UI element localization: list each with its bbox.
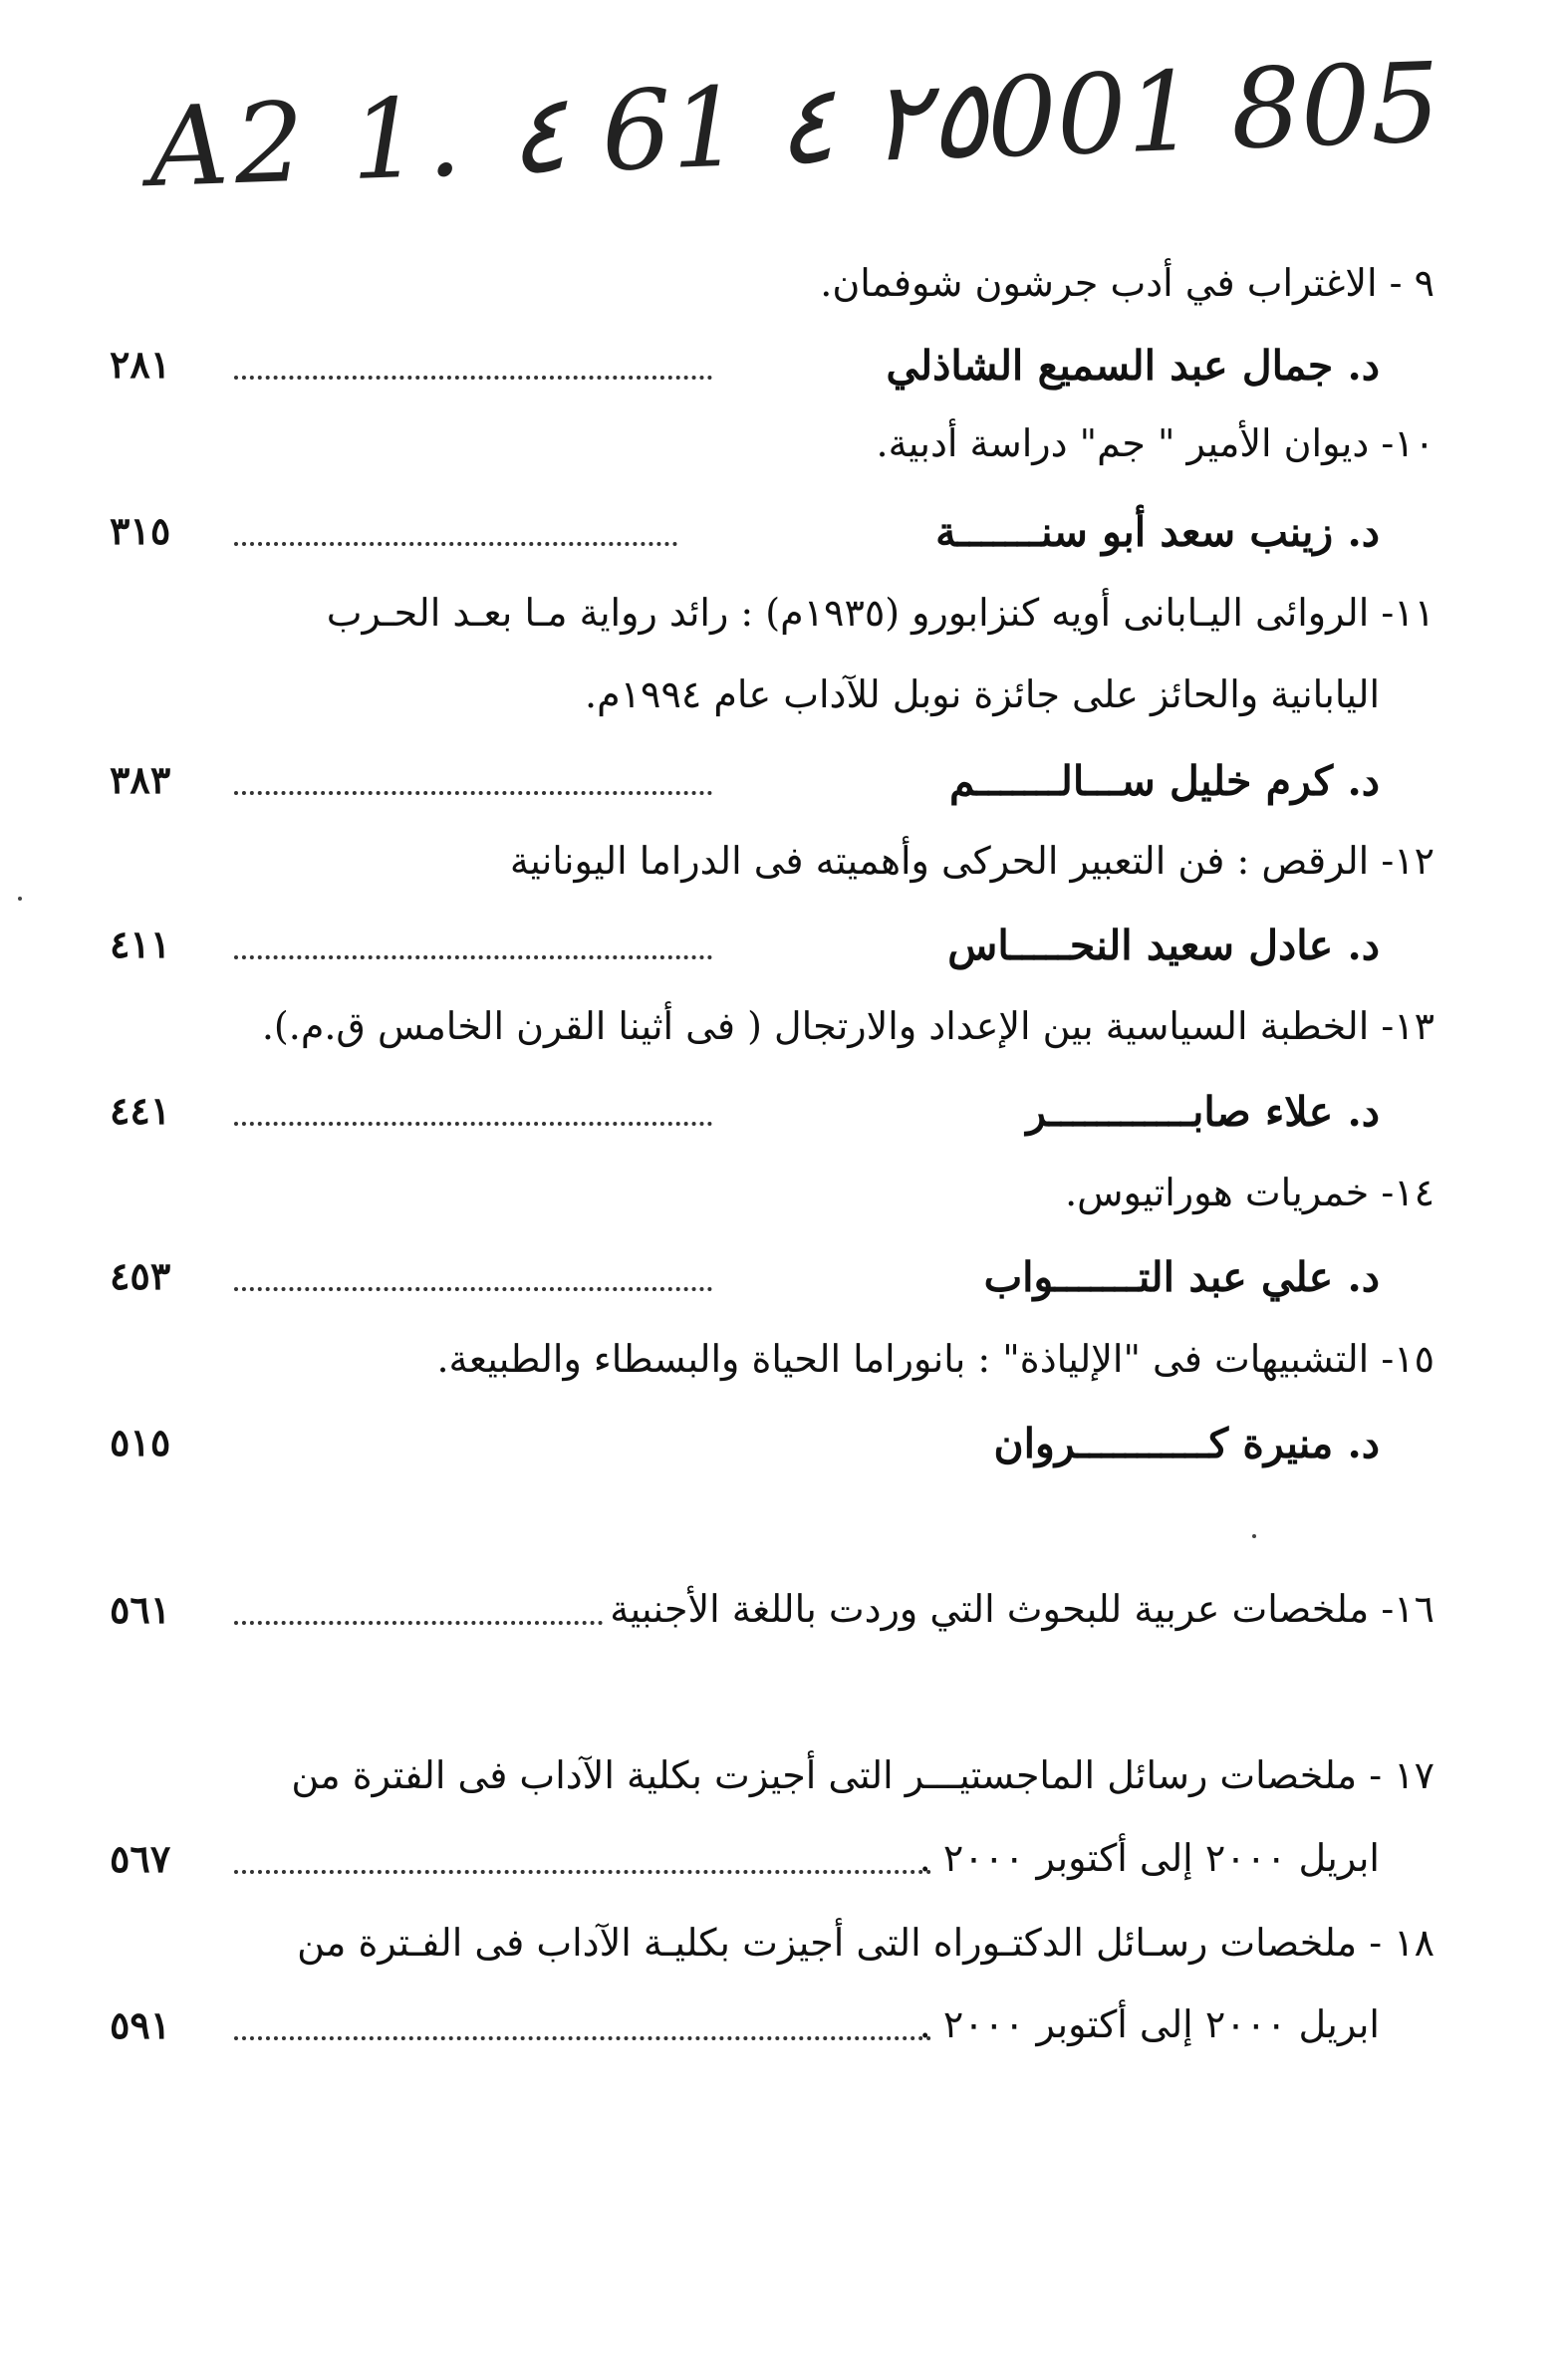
handwritten-reference-note: A2 1. ٤ 61 ٢٥ ٤001 805 bbox=[146, 38, 1442, 212]
page-number: ٥٦٧ bbox=[110, 1836, 171, 1881]
scan-speck bbox=[1252, 1534, 1256, 1538]
toc-entry-author bbox=[110, 342, 1434, 411]
toc-entry-title-continued bbox=[110, 1836, 1434, 1906]
toc-entry-title bbox=[110, 1004, 1434, 1074]
author-name: د. جمال عبد السميع الشاذلي bbox=[886, 342, 1380, 390]
entry-title-text: ١٠- ديوان الأمير " جم" دراسة أدبية. bbox=[876, 421, 1434, 465]
toc-entry-title-continued bbox=[110, 672, 1434, 742]
page-number: ٣١٥ bbox=[110, 508, 171, 553]
dot-leader bbox=[234, 791, 712, 795]
scan-speck bbox=[18, 897, 22, 901]
entry-title-text: ابريل ٢٠٠٠ إلى أكتوبر ٢٠٠٠ . bbox=[918, 2002, 1380, 2046]
toc-entry-title bbox=[110, 839, 1434, 909]
entry-title-text: ٩ - الاغتراب في أدب جرشون شوفمان. bbox=[820, 261, 1434, 305]
toc-entry-author bbox=[110, 1420, 1434, 1489]
page-number: ٤٤١ bbox=[110, 1088, 171, 1133]
entry-title-text: ١٣- الخطبة السياسية بين الإعداد والارتجال ( فى أثينا القرن الخامس ق.م.). bbox=[261, 1004, 1434, 1048]
author-name: د. كرم خليل ســـالـــــــم bbox=[949, 757, 1380, 805]
page-number: ٥١٥ bbox=[110, 1420, 171, 1464]
page-number: ٢٨١ bbox=[110, 342, 171, 387]
entry-title-text: ١١- الروائى اليـابانى أويه كنزابورو (١٩٣٥م) : رائد رواية مـا بعـد الحـرب bbox=[326, 591, 1434, 635]
entry-title-text: ابريل ٢٠٠٠ إلى أكتوبر ٢٠٠٠ . bbox=[918, 1836, 1380, 1880]
toc-entry-author bbox=[110, 1088, 1434, 1158]
toc-entry-title bbox=[110, 1921, 1434, 1990]
page-number: ٥٩١ bbox=[110, 2002, 171, 2047]
entry-title-text: ١٧ - ملخصات رسائل الماجستيـــر التى أجيزت بكلية الآداب فى الفترة من bbox=[291, 1753, 1434, 1797]
toc-entry-author bbox=[110, 757, 1434, 827]
toc-entry-title-continued bbox=[110, 2002, 1434, 2072]
toc-entry-title bbox=[110, 1171, 1434, 1240]
toc-entry-author bbox=[110, 1253, 1434, 1323]
toc-entry-title bbox=[110, 591, 1434, 661]
author-name: د. عادل سعيد النحـــــاس bbox=[947, 922, 1380, 969]
dot-leader bbox=[234, 1287, 712, 1291]
page-number: ٣٨٣ bbox=[110, 757, 171, 802]
toc-entry-title bbox=[110, 1337, 1434, 1407]
entry-title-text: اليابانية والحائز على جائزة نوبل للآداب عام ١٩٩٤م. bbox=[585, 672, 1380, 716]
author-name: د. منيرة كـــــــــــروان bbox=[993, 1420, 1380, 1467]
dot-leader bbox=[234, 542, 677, 546]
page-number: ٤٥٣ bbox=[110, 1253, 171, 1298]
toc-entry-author bbox=[110, 922, 1434, 991]
toc-entry-author bbox=[110, 508, 1434, 578]
entry-title-text: ١٥- التشبيهات فى "الإلياذة" : بانوراما الحياة والبسطاء والطبيعة. bbox=[436, 1337, 1434, 1381]
toc-entry-title bbox=[110, 261, 1434, 331]
dot-leader bbox=[234, 2036, 931, 2040]
toc-entry-title bbox=[110, 1587, 1434, 1657]
dot-leader bbox=[234, 376, 712, 380]
dot-leader bbox=[234, 955, 712, 959]
author-name: د. علاء صابــــــــــــر bbox=[1026, 1088, 1380, 1136]
author-name: د. علي عبد التـــــــواب bbox=[983, 1253, 1380, 1301]
entry-title-text: ١٦- ملخصات عربية للبحوث التي وردت باللغة الأجنبية bbox=[610, 1587, 1434, 1631]
dot-leader bbox=[234, 1870, 931, 1874]
dot-leader bbox=[234, 1621, 603, 1625]
entry-title-text: ١٤- خمريات هوراتيوس. bbox=[1065, 1171, 1434, 1214]
toc-entry-title bbox=[110, 1753, 1434, 1823]
dot-leader bbox=[234, 1122, 712, 1126]
entry-title-text: ١٢- الرقص : فن التعبير الحركى وأهميته فى الدراما اليونانية bbox=[509, 839, 1434, 883]
page-number: ٥٦١ bbox=[110, 1587, 171, 1632]
entry-title-text: ١٨ - ملخصات رسـائل الدكتـوراه التى أجيزت بكليـة الآداب فى الفـترة من bbox=[297, 1921, 1434, 1965]
author-name: د. زينب سعد أبو سنـــــــة bbox=[935, 508, 1380, 556]
toc-entry-title bbox=[110, 421, 1434, 491]
page-number: ٤١١ bbox=[110, 922, 171, 966]
